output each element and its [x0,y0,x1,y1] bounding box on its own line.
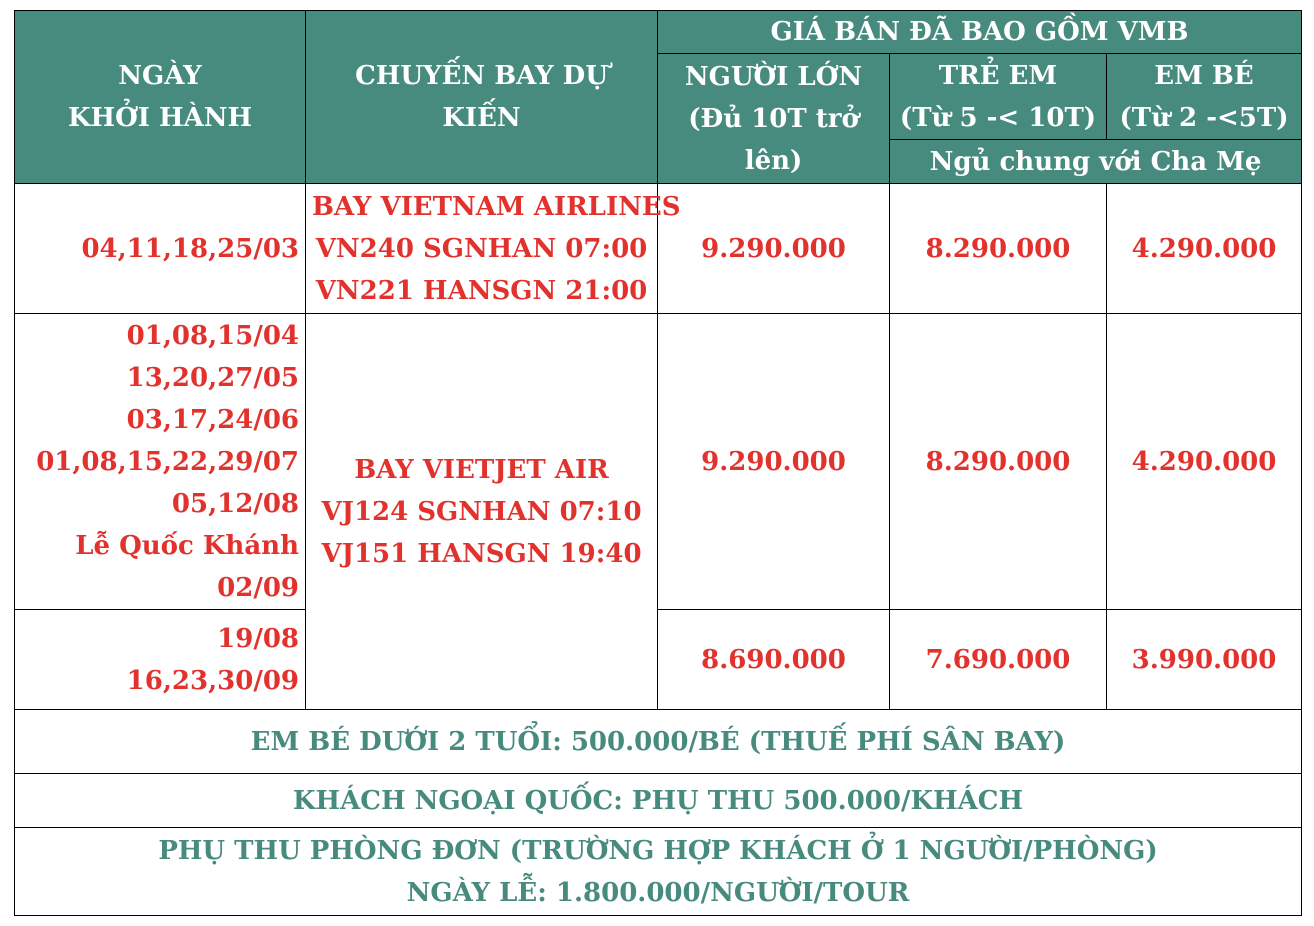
table-row [15,610,1302,710]
table-row [15,314,1302,610]
infant-price: 4.290.000 [1107,314,1302,610]
adult-price: 9.290.000 [658,314,890,610]
adult-price: 9.290.000 [658,184,890,314]
adult-price: 8.690.000 [658,610,890,710]
infant-under-2-note: EM BÉ DƯỚI 2 TUỔI: 500.000/BÉ (THUẾ PHÍ SÂN BAY) [15,710,1302,774]
header-shared-bed: Ngủ chung với Cha Mẹ [890,140,1302,184]
header-departure-date: NGÀY KHỞI HÀNH [15,11,306,184]
departure-dates: 04,11,18,25/03 [15,184,306,314]
note-row [15,710,1302,774]
header-planned-flight: CHUYẾN BAY DỰ KIẾN [306,11,658,184]
header-infant: EM BÉ (Từ 2 -<5T) [1107,54,1302,140]
note-row [15,774,1302,828]
departure-dates: 19/08 16,23,30/09 [15,610,306,710]
foreign-guest-note: KHÁCH NGOẠI QUỐC: PHỤ THU 500.000/KHÁCH [15,774,1302,828]
infant-price: 3.990.000 [1107,610,1302,710]
single-room-note: PHỤ THU PHÒNG ĐƠN (TRƯỜNG HỢP KHÁCH Ở 1 NGƯỜI/PHÒNG) NGÀY LỄ: 1.800.000/NGƯỜI/TOUR [15,828,1302,916]
header-child: TRẺ EM (Từ 5 -< 10T) [890,54,1107,140]
table-row [15,184,1302,314]
departure-dates: 01,08,15/04 13,20,27/05 03,17,24/06 01,08,15,22,29/07 05,12/08 Lễ Quốc Khánh 02/09 [15,314,306,610]
child-price: 8.290.000 [890,314,1107,610]
child-price: 7.690.000 [890,610,1107,710]
header-price-group: GIÁ BÁN ĐÃ BAO GỒM VMB [658,11,1302,54]
tour-price-table [14,10,1302,916]
infant-price: 4.290.000 [1107,184,1302,314]
flight-info: BAY VIETJET AIR VJ124 SGNHAN 07:10 VJ151 HANSGN 19:40 [306,314,658,710]
header-adult: NGƯỜI LỚN (Đủ 10T trở lên) [658,54,890,184]
child-price: 8.290.000 [890,184,1107,314]
flight-info: BAY VIETNAM AIRLINES VN240 SGNHAN 07:00 VN221 HANSGN 21:00 [306,184,658,314]
note-row [15,828,1302,916]
